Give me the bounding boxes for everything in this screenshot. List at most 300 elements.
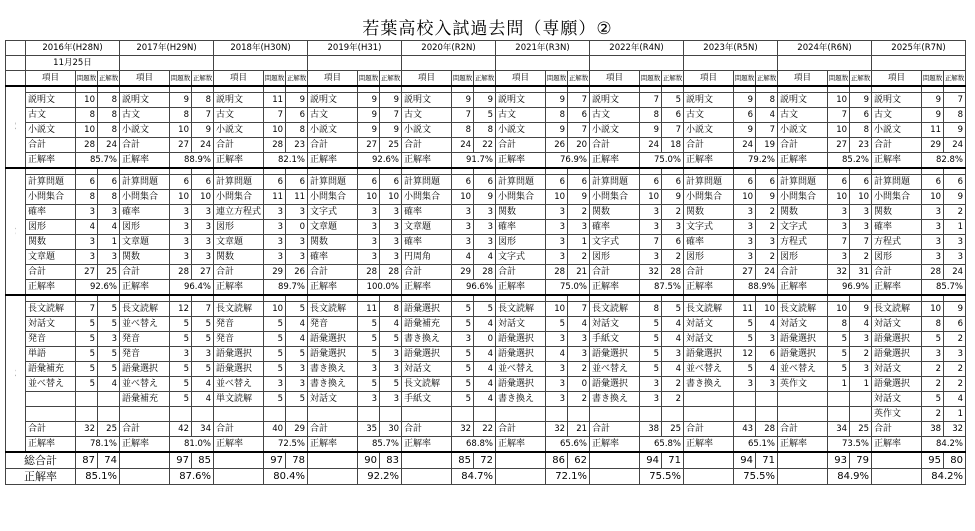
subject-item: 対話文 xyxy=(872,317,922,332)
grand-rate-value: 84.9% xyxy=(828,469,872,485)
item-header: 項目 xyxy=(684,71,734,87)
correct-count: 6 xyxy=(662,235,684,250)
question-count: 7 xyxy=(452,108,474,123)
year-header: 2023年(R5N) xyxy=(684,41,778,56)
question-count: 10 xyxy=(76,123,98,138)
question-count: 3 xyxy=(922,250,944,265)
question-count-header: 問題数 xyxy=(170,71,192,87)
total-correct: 28 xyxy=(756,422,778,437)
total-correct: 26 xyxy=(286,265,308,280)
total-correct: 23 xyxy=(850,138,872,153)
correct-count: 4 xyxy=(380,317,402,332)
subject-item: 語彙選択 xyxy=(778,332,828,347)
question-count: 3 xyxy=(76,205,98,220)
total-correct: 25 xyxy=(380,138,402,153)
subject-item: 書き換え xyxy=(590,392,640,407)
correct-count: 7 xyxy=(568,302,590,317)
subject-item: 語彙選択 xyxy=(214,362,264,377)
table-row xyxy=(6,332,966,347)
correct-count: 2 xyxy=(568,250,590,265)
rate-value: 89.7% xyxy=(264,280,308,296)
question-count: 10 xyxy=(828,302,850,317)
correct-count: 3 xyxy=(474,205,496,220)
item-header: 項目 xyxy=(26,71,76,87)
rate-row xyxy=(6,153,966,169)
question-count: 6 xyxy=(546,175,568,190)
question-count: 4 xyxy=(546,347,568,362)
correct-count: 4 xyxy=(192,392,214,407)
question-count: 5 xyxy=(264,347,286,362)
rate-value: 92.6% xyxy=(358,153,402,169)
rate-label: 正解率 xyxy=(120,437,170,453)
subject-item: 語彙選択 xyxy=(872,332,922,347)
question-count: 8 xyxy=(452,123,474,138)
correct-count: 9 xyxy=(286,93,308,108)
correct-count: 4 xyxy=(474,377,496,392)
item-header: 項目 xyxy=(120,71,170,87)
question-count: 3 xyxy=(264,377,286,392)
blank-cell xyxy=(684,56,778,71)
blank-cell xyxy=(308,452,358,469)
question-count: 3 xyxy=(264,205,286,220)
correct-count: 5 xyxy=(474,108,496,123)
question-count: 9 xyxy=(358,123,380,138)
subject-item xyxy=(120,407,170,422)
question-count: 11 xyxy=(358,302,380,317)
total-questions: 40 xyxy=(264,422,286,437)
correct-count: 6 xyxy=(662,108,684,123)
year-header: 2016年(H28N) xyxy=(26,41,120,56)
subject-item: 語彙選択 xyxy=(308,347,358,362)
subject-item: 対話文 xyxy=(684,332,734,347)
correct-count: 3 xyxy=(192,235,214,250)
item-header: 項目 xyxy=(778,71,828,87)
question-count: 2 xyxy=(922,377,944,392)
correct-count: 2 xyxy=(568,362,590,377)
item-header: 項目 xyxy=(308,71,358,87)
question-count: 3 xyxy=(546,362,568,377)
correct-count: 7 xyxy=(192,108,214,123)
question-count: 3 xyxy=(76,235,98,250)
subject-item: 対話文 xyxy=(872,392,922,407)
total-correct: 32 xyxy=(944,422,966,437)
question-count: 5 xyxy=(76,347,98,362)
corner-cell xyxy=(6,56,26,71)
column-header-row xyxy=(6,71,966,87)
question-count: 8 xyxy=(640,302,662,317)
total-questions: 28 xyxy=(358,265,380,280)
rate-label: 正解率 xyxy=(590,153,640,169)
total-label: 合計 xyxy=(214,138,264,153)
rate-row xyxy=(6,437,966,453)
question-count: 5 xyxy=(734,362,756,377)
question-count: 3 xyxy=(358,235,380,250)
subject-item: 文字式 xyxy=(496,250,546,265)
correct-count: 3 xyxy=(850,205,872,220)
correct-count: 3 xyxy=(756,332,778,347)
rate-value: 84.2% xyxy=(922,437,966,453)
correct-count: 9 xyxy=(756,190,778,205)
question-count: 11 xyxy=(734,302,756,317)
rate-value: 91.7% xyxy=(452,153,496,169)
subject-item: 発音 xyxy=(120,332,170,347)
grand-rate-value: 85.1% xyxy=(76,469,120,485)
question-count: 3 xyxy=(828,220,850,235)
rate-label: 正解率 xyxy=(214,280,264,296)
grand-total-questions: 94 xyxy=(734,452,756,469)
question-count: 2 xyxy=(922,407,944,422)
subject-item: 小説文 xyxy=(26,123,76,138)
question-count: 3 xyxy=(734,205,756,220)
year-header: 2022年(R4N) xyxy=(590,41,684,56)
subject-item: 古文 xyxy=(590,108,640,123)
subject-item: 確率 xyxy=(26,205,76,220)
question-count: 6 xyxy=(170,175,192,190)
correct-count: 0 xyxy=(286,220,308,235)
subject-item: 対話文 xyxy=(496,317,546,332)
item-header: 項目 xyxy=(214,71,264,87)
subject-item: 小問集合 xyxy=(26,190,76,205)
correct-count: 5 xyxy=(380,332,402,347)
question-count: 3 xyxy=(546,332,568,347)
question-count: 10 xyxy=(828,93,850,108)
question-count xyxy=(734,392,756,407)
total-label: 合計 xyxy=(872,422,922,437)
question-count: 6 xyxy=(734,175,756,190)
subject-item xyxy=(684,392,734,407)
rate-value: 82.1% xyxy=(264,153,308,169)
question-count-header: 問題数 xyxy=(734,71,756,87)
correct-count: 1 xyxy=(850,377,872,392)
rate-label: 正解率 xyxy=(872,280,922,296)
rate-label: 正解率 xyxy=(684,153,734,169)
correct-count: 7 xyxy=(944,93,966,108)
question-count: 3 xyxy=(452,220,474,235)
total-label: 合計 xyxy=(308,422,358,437)
subject-item: 方程式 xyxy=(778,235,828,250)
grand-total-correct: 85 xyxy=(192,452,214,469)
rate-value: 96.4% xyxy=(170,280,214,296)
rate-label: 正解率 xyxy=(684,437,734,453)
total-label: 合計 xyxy=(214,422,264,437)
question-count: 7 xyxy=(264,108,286,123)
correct-count: 4 xyxy=(474,347,496,362)
total-questions: 32 xyxy=(828,265,850,280)
rate-value: 85.7% xyxy=(358,437,402,453)
question-count xyxy=(358,407,380,422)
correct-count: 9 xyxy=(380,93,402,108)
subject-item: 手紙文 xyxy=(402,392,452,407)
subject-item: 確率 xyxy=(684,235,734,250)
question-count: 3 xyxy=(452,332,474,347)
total-label: 合計 xyxy=(120,265,170,280)
subject-item: 計算問題 xyxy=(778,175,828,190)
subject-item: 小説文 xyxy=(684,123,734,138)
subject-item: 関数 xyxy=(26,235,76,250)
subject-item: 小問集合 xyxy=(214,190,264,205)
total-questions: 34 xyxy=(828,422,850,437)
grand-total-correct: 79 xyxy=(850,452,872,469)
subject-item: 文字式 xyxy=(308,205,358,220)
subject-item: 小説文 xyxy=(590,123,640,138)
correct-count: 4 xyxy=(98,377,120,392)
subject-item: 語彙選択 xyxy=(684,347,734,362)
blank-cell xyxy=(496,452,546,469)
blank-cell xyxy=(684,452,734,469)
correct-count: 4 xyxy=(756,362,778,377)
rate-value: 81.0% xyxy=(170,437,214,453)
correct-count xyxy=(756,407,778,422)
subject-item: 英作文 xyxy=(872,407,922,422)
subject-item: 説明文 xyxy=(496,93,546,108)
total-label: 合計 xyxy=(120,422,170,437)
question-count: 5 xyxy=(640,332,662,347)
correct-count: 6 xyxy=(380,175,402,190)
correct-count: 6 xyxy=(944,175,966,190)
subject-item: 連立方程式 xyxy=(214,205,264,220)
corner-cell xyxy=(6,41,26,56)
question-count: 5 xyxy=(358,377,380,392)
subject-item: 発音 xyxy=(214,332,264,347)
total-label: 合計 xyxy=(496,138,546,153)
correct-count: 5 xyxy=(286,302,308,317)
question-count: 4 xyxy=(452,250,474,265)
year-header: 2018年(H30N) xyxy=(214,41,308,56)
subject-item: 語彙補充 xyxy=(120,392,170,407)
total-questions: 32 xyxy=(452,422,474,437)
blank-cell xyxy=(778,56,872,71)
question-count: 5 xyxy=(546,317,568,332)
grand-rate-value: 75.5% xyxy=(640,469,684,485)
question-count: 5 xyxy=(452,392,474,407)
section-label: 国 語 xyxy=(6,86,26,168)
correct-count: 3 xyxy=(286,235,308,250)
subject-item xyxy=(778,407,828,422)
subject-item: 対話文 xyxy=(778,317,828,332)
subject-item: 関数 xyxy=(590,205,640,220)
question-count: 5 xyxy=(264,332,286,347)
subject-item: 図形 xyxy=(872,250,922,265)
question-count-header: 問題数 xyxy=(922,71,944,87)
rate-value: 85.7% xyxy=(76,153,120,169)
grand-rate-value: 75.5% xyxy=(734,469,778,485)
year-header-row xyxy=(6,41,966,56)
grand-total-correct: 72 xyxy=(474,452,496,469)
grand-total-row xyxy=(6,452,966,469)
subject-item: 関数 xyxy=(496,205,546,220)
subject-item: 発音 xyxy=(26,332,76,347)
question-count: 5 xyxy=(76,317,98,332)
rate-label: 正解率 xyxy=(402,280,452,296)
correct-count: 6 xyxy=(850,108,872,123)
total-correct: 30 xyxy=(380,422,402,437)
table-row xyxy=(6,392,966,407)
question-count: 9 xyxy=(452,93,474,108)
subject-item: 計算問題 xyxy=(214,175,264,190)
total-correct: 18 xyxy=(662,138,684,153)
question-count: 7 xyxy=(640,235,662,250)
subject-item: 対話文 xyxy=(590,317,640,332)
subject-item: 英作文 xyxy=(778,377,828,392)
total-questions: 29 xyxy=(452,265,474,280)
subject-item: 古文 xyxy=(778,108,828,123)
rate-label: 正解率 xyxy=(120,153,170,169)
question-count: 3 xyxy=(76,250,98,265)
blank-cell xyxy=(496,56,590,71)
total-correct: 28 xyxy=(380,265,402,280)
total-questions: 24 xyxy=(734,138,756,153)
total-label: 合計 xyxy=(778,138,828,153)
subject-item: 文章題 xyxy=(308,220,358,235)
correct-count: 8 xyxy=(98,108,120,123)
correct-count: 2 xyxy=(850,347,872,362)
correct-count: 5 xyxy=(192,332,214,347)
correct-count: 3 xyxy=(380,362,402,377)
question-count: 3 xyxy=(546,235,568,250)
table-row xyxy=(6,220,966,235)
question-count: 5 xyxy=(170,332,192,347)
correct-count: 3 xyxy=(286,205,308,220)
total-correct: 21 xyxy=(568,265,590,280)
table-row xyxy=(6,190,966,205)
correct-count: 4 xyxy=(474,392,496,407)
blank-cell xyxy=(402,56,496,71)
subject-item: 長文読解 xyxy=(778,302,828,317)
blank-cell xyxy=(684,469,734,485)
correct-count: 2 xyxy=(662,205,684,220)
total-questions: 32 xyxy=(640,265,662,280)
subject-item: 円周角 xyxy=(402,250,452,265)
grand-total-correct: 71 xyxy=(662,452,684,469)
question-count: 5 xyxy=(640,362,662,377)
question-count: 12 xyxy=(734,347,756,362)
correct-count: 8 xyxy=(98,190,120,205)
subject-item: 小説文 xyxy=(308,123,358,138)
question-count xyxy=(734,407,756,422)
correct-count: 7 xyxy=(850,235,872,250)
grand-total-correct: 80 xyxy=(944,452,966,469)
total-correct: 24 xyxy=(192,138,214,153)
subject-item: 長文読解 xyxy=(26,302,76,317)
question-count-header: 問題数 xyxy=(828,71,850,87)
blank-cell xyxy=(872,56,966,71)
item-header: 項目 xyxy=(402,71,452,87)
grand-total-correct: 78 xyxy=(286,452,308,469)
grand-rate-value: 72.1% xyxy=(546,469,590,485)
correct-count: 3 xyxy=(192,250,214,265)
total-questions: 29 xyxy=(922,138,944,153)
question-count: 9 xyxy=(734,93,756,108)
question-count: 10 xyxy=(76,93,98,108)
total-questions: 32 xyxy=(546,422,568,437)
year-header: 2025年(R7N) xyxy=(872,41,966,56)
correct-count: 1 xyxy=(944,407,966,422)
subject-item xyxy=(496,407,546,422)
question-count: 9 xyxy=(922,108,944,123)
correct-count: 2 xyxy=(756,250,778,265)
subject-item: 語彙選択 xyxy=(120,362,170,377)
correct-count: 6 xyxy=(662,175,684,190)
total-label: 合計 xyxy=(120,138,170,153)
question-count: 3 xyxy=(452,205,474,220)
rate-label: 正解率 xyxy=(872,153,922,169)
question-count: 5 xyxy=(828,347,850,362)
total-correct: 22 xyxy=(474,138,496,153)
total-questions: 27 xyxy=(734,265,756,280)
subject-item: 並べ替え xyxy=(590,362,640,377)
correct-count: 9 xyxy=(944,190,966,205)
year-header: 2017年(H29N) xyxy=(120,41,214,56)
question-count: 10 xyxy=(264,302,286,317)
grand-total-questions: 97 xyxy=(264,452,286,469)
subject-item: 小説文 xyxy=(120,123,170,138)
total-correct: 27 xyxy=(192,265,214,280)
correct-count: 11 xyxy=(286,190,308,205)
correct-count: 7 xyxy=(568,123,590,138)
correct-count-header: 正解数 xyxy=(568,71,590,87)
correct-count: 3 xyxy=(380,220,402,235)
correct-count: 4 xyxy=(286,332,308,347)
rate-label: 正解率 xyxy=(214,153,264,169)
corner-cell xyxy=(6,71,26,87)
total-label: 合計 xyxy=(872,138,922,153)
question-count: 5 xyxy=(264,362,286,377)
subject-item: 語彙選択 xyxy=(214,347,264,362)
grand-rate-value: 84.7% xyxy=(452,469,496,485)
correct-count: 3 xyxy=(286,377,308,392)
total-label: 合計 xyxy=(26,422,76,437)
subject-item: 関数 xyxy=(214,250,264,265)
subject-item: 古文 xyxy=(308,108,358,123)
question-count: 4 xyxy=(76,220,98,235)
subject-item: 並べ替え xyxy=(120,377,170,392)
subject-item: 対話文 xyxy=(872,362,922,377)
correct-count: 4 xyxy=(756,108,778,123)
question-count: 3 xyxy=(358,250,380,265)
correct-count: 3 xyxy=(286,362,308,377)
subject-item: 語彙選択 xyxy=(872,377,922,392)
correct-count: 7 xyxy=(192,302,214,317)
year-header: 2021年(R3N) xyxy=(496,41,590,56)
correct-count: 8 xyxy=(944,108,966,123)
question-count: 9 xyxy=(734,123,756,138)
question-count xyxy=(264,407,286,422)
correct-count: 8 xyxy=(756,93,778,108)
question-count: 3 xyxy=(264,235,286,250)
correct-count: 6 xyxy=(474,175,496,190)
blank-cell xyxy=(214,452,264,469)
subject-item: 語彙選択 xyxy=(402,302,452,317)
correct-count: 4 xyxy=(474,317,496,332)
correct-count: 3 xyxy=(850,332,872,347)
grand-total-questions: 90 xyxy=(358,452,380,469)
correct-count: 3 xyxy=(380,235,402,250)
total-label: 合計 xyxy=(684,138,734,153)
date-row xyxy=(6,56,966,71)
correct-count: 3 xyxy=(568,347,590,362)
correct-count-header: 正解数 xyxy=(380,71,402,87)
table-row xyxy=(6,302,966,317)
correct-count xyxy=(662,407,684,422)
rate-value: 65.6% xyxy=(546,437,590,453)
subject-item: 小説文 xyxy=(872,123,922,138)
correct-count-header: 正解数 xyxy=(286,71,308,87)
subject-item: 小問集合 xyxy=(778,190,828,205)
rate-value: 75.0% xyxy=(640,153,684,169)
question-count: 3 xyxy=(828,250,850,265)
correct-count: 3 xyxy=(192,205,214,220)
total-label: 合計 xyxy=(308,138,358,153)
